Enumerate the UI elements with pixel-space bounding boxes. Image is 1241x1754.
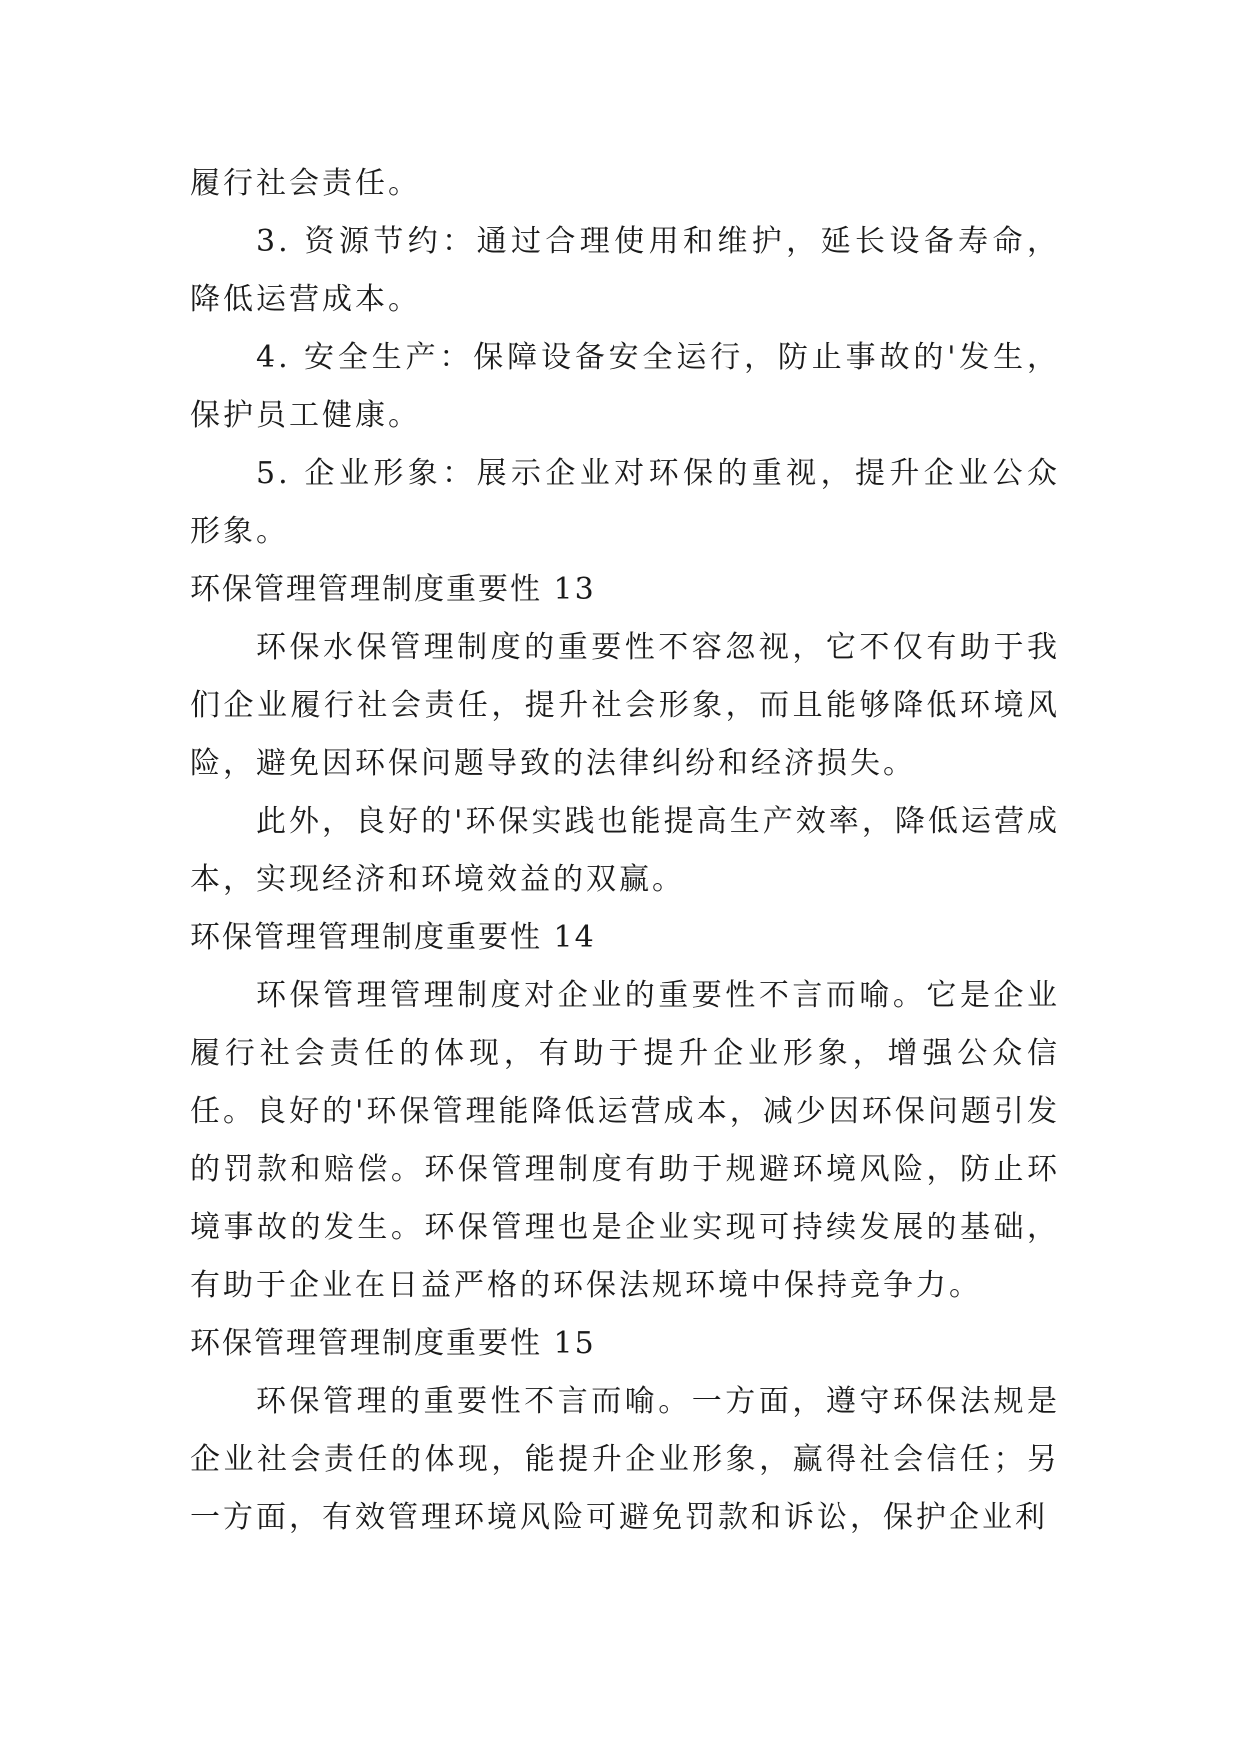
section-heading-14: 环保管理管理制度重要性 14 bbox=[190, 920, 596, 955]
document-body bbox=[190, 155, 1060, 1547]
section-heading-13: 环保管理管理制度重要性 13 bbox=[190, 572, 596, 607]
section-heading-15: 环保管理管理制度重要性 15 bbox=[190, 1326, 596, 1361]
paragraph: 此外，良好的'环保实践也能提高生产效率，降低运营成本，实现经济和环境效益的双赢。 bbox=[190, 804, 1060, 897]
paragraph: 环保水保管理制度的重要性不容忽视，它不仅有助于我们企业履行社会责任，提升社会形象，而且能够降低环境风险，避免因环保问题导致的法律纠纷和经济损失。 bbox=[190, 630, 1060, 781]
list-item-corporate-image: 5. 企业形象：展示企业对环保的重视，提升企业公众形象。 bbox=[190, 456, 1060, 549]
paragraph: 环保管理的重要性不言而喻。一方面，遵守环保法规是企业社会责任的体现，能提升企业形象，赢得社会信任；另一方面，有效管理环境风险可避免罚款和诉讼，保护企业利 bbox=[190, 1384, 1060, 1535]
paragraph: 履行社会责任。 bbox=[190, 166, 421, 201]
paragraph: 环保管理管理制度对企业的重要性不言而喻。它是企业履行社会责任的体现，有助于提升企业形象，增强公众信任。良好的'环保管理能降低运营成本，减少因环保问题引发的罚款和赔偿。环保管理制度有助于规避环境风险，防止环境事故的发生。环保管理也是企业实现可持续发展的基础，有助于企业在日益严格的环保法规环境中保持竞争力。 bbox=[190, 978, 1060, 1303]
list-item-safe-production: 4. 安全生产：保障设备安全运行，防止事故的'发生，保护员工健康。 bbox=[190, 340, 1060, 433]
list-item-resource-saving: 3. 资源节约：通过合理使用和维护，延长设备寿命，降低运营成本。 bbox=[190, 224, 1060, 317]
